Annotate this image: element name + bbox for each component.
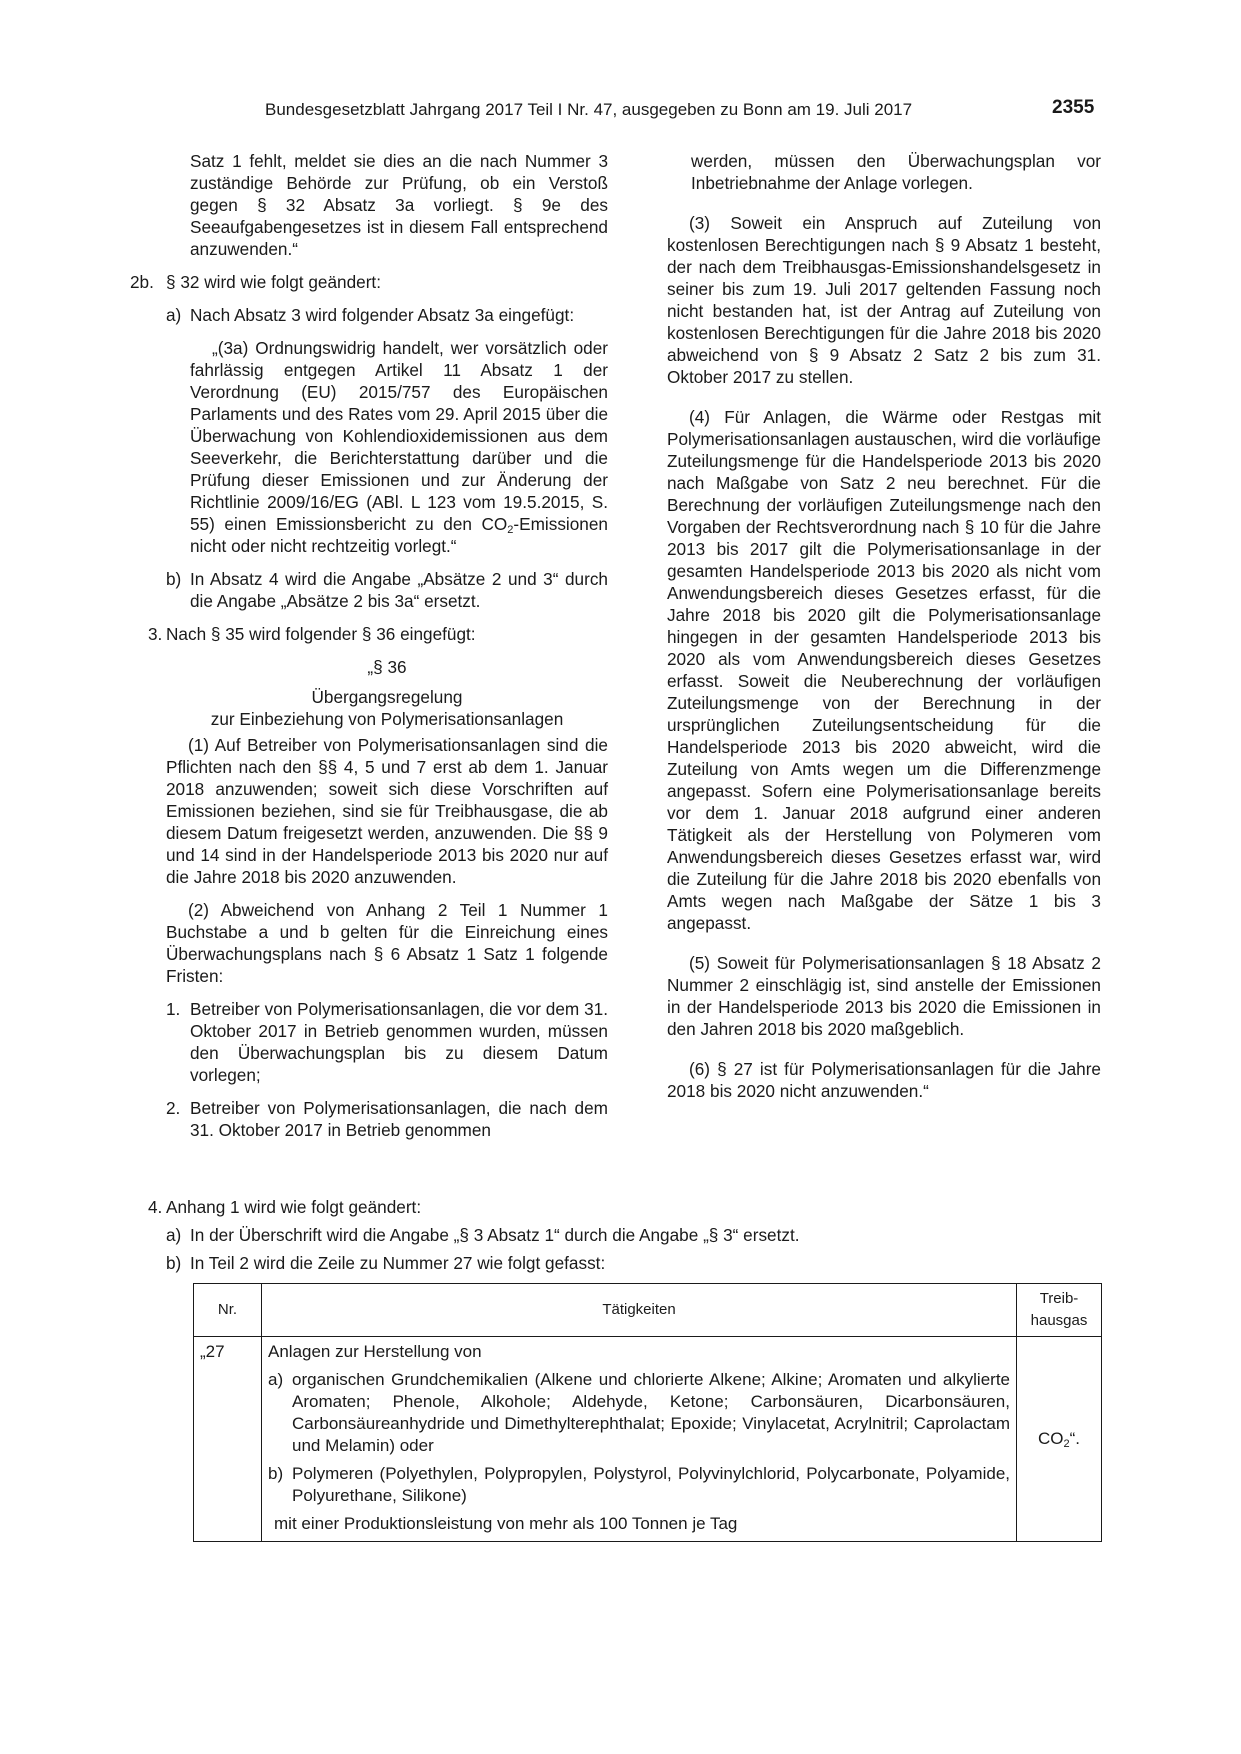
- row-greenhouse-gas: [1017, 1337, 1102, 1542]
- table-header-row: [194, 1284, 1102, 1337]
- row-sub-text: organischen Grundchemikalien (Alkene und chlorierte Alkene; Alkine; Aromaten und alkylierte Aromaten; Phenole, Alkohole; Aldehyde, Ketone; Carbonsäuren, Dicarbonsäuren, Carbonsäureanhydride und Dimethylterephthalat; Epoxide; Vinylacetat, Acrylnitril; Caprolactam und Melamin) oder: [292, 1370, 1010, 1455]
- item-number: 2b.: [130, 272, 154, 292]
- sub-item-letter: b): [166, 569, 182, 589]
- item-number: 3.: [148, 624, 163, 644]
- continued-text: werden, müssen den Überwachungsplan vor Inbetriebnahme der Anlage vorlegen.: [691, 151, 1101, 193]
- item-text: § 32 wird wie folgt geändert:: [166, 272, 381, 292]
- list-number: 2.: [166, 1098, 181, 1118]
- section-number: „§ 36: [367, 657, 407, 677]
- row-sub-text: Polymeren (Polyethylen, Polypropylen, Polystyrol, Polyvinylchlorid, Polycarbonate, Polyamide, Polyurethane, Silikone): [292, 1464, 1010, 1505]
- table-row: [194, 1337, 1102, 1542]
- header-nr: Nr.: [194, 1284, 262, 1337]
- left-column: [130, 150, 608, 1141]
- row-sub-a: [268, 1369, 1010, 1457]
- item-text: Nach § 35 wird folgender § 36 eingefügt:: [166, 624, 476, 644]
- row-intro: Anlagen zur Herstellung von: [268, 1342, 482, 1361]
- sub-item-b: [130, 568, 608, 612]
- gas-closing-quote: “.: [1069, 1429, 1080, 1448]
- row-outro: mit einer Produktionsleistung von mehr als 100 Tonnen je Tag: [274, 1514, 738, 1533]
- paragraph-1: (1) Auf Betreiber von Polymerisationsanlagen sind die Pflichten nach den §§ 4, 5 und 7 erst ab dem 1. Januar 2018 anzuwenden; soweit sich diese Vorschriften auf Emissionen beziehen, sind sie für Treibhausgase, die ab diesem Datum freigesetzt werden, anzuwenden. Die §§ 9 und 14 sind in der Handelsperiode 2013 bis 2020 nur auf die Jahre 2018 bis 2020 anzuwenden.: [166, 735, 608, 887]
- sub-item-text: In der Überschrift wird die Angabe „§ 3 Absatz 1“ durch die Angabe „§ 3“ ersetzt.: [190, 1225, 800, 1245]
- item-number: 4.: [148, 1197, 163, 1217]
- row-number: „27: [194, 1337, 262, 1542]
- paragraph-5: (5) Soweit für Polymerisationsanlagen § 18 Absatz 2 Nummer 2 einschlägig ist, sind anstelle der Emissionen in der Handelsperiode 2013 bis 2020 die Emissionen in den Jahren 2018 bis 2020 maßgeblich.: [667, 953, 1101, 1039]
- item-3: [130, 623, 608, 645]
- gas-subscript: 2: [1063, 1438, 1070, 1450]
- list-text: Betreiber von Polymerisationsanlagen, die nach dem 31. Oktober 2017 in Betrieb genommen: [190, 1098, 608, 1140]
- section-subtitle: zur Einbeziehung von Polymerisationsanlagen: [210, 709, 564, 729]
- sub-item-letter: b): [166, 1253, 182, 1273]
- gas-formula: CO: [1037, 1429, 1064, 1448]
- sub-item-a: [130, 1223, 1102, 1247]
- row-sub-letter: a): [268, 1370, 284, 1389]
- paragraph-6: (6) § 27 ist für Polymerisationsanlagen für die Jahre 2018 bis 2020 nicht anzuwenden.“: [667, 1059, 1101, 1101]
- sub-item-text: In Teil 2 wird die Zeile zu Nummer 27 wie folgt gefasst:: [190, 1253, 606, 1273]
- paragraph-2: (2) Abweichend von Anhang 2 Teil 1 Nummer 1 Buchstabe a und b gelten für die Einreichung eines Überwachungsplans nach § 6 Absatz 1 Satz 1 folgende Fristen:: [166, 900, 608, 986]
- sub-item-text: Nach Absatz 3 wird folgender Absatz 3a eingefügt:: [190, 305, 575, 325]
- paragraph-3: (3) Soweit ein Anspruch auf Zuteilung von kostenlosen Berechtigungen nach § 9 Absatz 1 besteht, der nach dem Treibhausgas-Emissionshandelsgesetz in seiner bis zum 19. Juli 2017 geltenden Fassung noch nicht bestanden hat, ist der Antrag auf Zuteilung von kostenlosen Berechtigungen für die Jahre 2018 bis 2020 abweichend von § 9 Absatz 2 Satz 2 bis zum 31. Oktober 2017 zu stellen.: [667, 213, 1101, 387]
- paragraph-4: (4) Für Anlagen, die Wärme oder Restgas mit Polymerisationsanlagen austauschen, wird die vorläufige Zuteilungsmenge für die Handelsperiode 2013 bis 2020 nach Maßgabe von Satz 2 neu berechnet. Für die Berechnung der vorläufigen Zuteilungsmenge nach den Vorgaben der Rechtsverordnung nach § 10 für die Jahre 2013 bis 2017 gilt die Polymerisationsanlage in der gesamten Handelsperiode 2013 bis 2020 als nicht vom Anwendungsbereich dieses Gesetzes erfasst, für die Jahre 2018 bis 2020 gilt die Polymerisationsanlage hingegen in der gesamten Handelsperiode 2013 bis 2020 als vom Anwendungsbereich dieses Gesetzes erfasst. Soweit die Neuberechnung der vorläufigen Zuteilungsmenge von der Berechnung in der ursprünglichen Zuteilungsentscheidung für die Handelsperiode 2013 bis 2020 abweicht, wird die Zuteilung von Amts wegen um die Differenzmenge angepasst. Sofern eine Polymerisationsanlage bereits vor dem 1. Januar 2018 aufgrund einer anderen Tätigkeit als der Herstellung von Polymeren vom Anwendungsbereich dieses Gesetzes erfasst war, wird die Zuteilung für die Jahre 2018 bis 2020 ebenfalls von Amts wegen nach Maßgabe der Sätze 1 bis 3 angepasst.: [667, 407, 1101, 933]
- activities-table: [193, 1283, 1102, 1542]
- header-greenhouse-gas: Treib- hausgas: [1017, 1284, 1102, 1337]
- sub-item-text: In Absatz 4 wird die Angabe „Absätze 2 und 3“ durch die Angabe „Absätze 2 bis 3a“ ersetzt.: [190, 569, 608, 611]
- subscript: 2: [507, 524, 514, 536]
- quoted-text: „(3a) Ordnungswidrig handelt, wer vorsätzlich oder fahrlässig entgegen Artikel 11 Absatz 1 der Verordnung (EU) 2015/757 des Europäischen Parlaments und des Rates vom 29. April 2015 über die Überwachung von Kohlendioxidemissionen aus dem Seeverkehr, die Berichterstattung darüber und die Prüfung dieser Emissionen und zur Änderung der Richtlinie 2009/16/EG (ABl. L 123 vom 19.5.2015, S. 55) einen Emissionsbericht zu den CO: [190, 338, 608, 534]
- item-text: Anhang 1 wird wie folgt geändert:: [166, 1197, 422, 1217]
- item-2b: [130, 271, 608, 293]
- list-item-1: [130, 998, 608, 1086]
- continued-text: Satz 1 fehlt, meldet sie dies an die nach Nummer 3 zuständige Behörde zur Prüfung, ob ein Verstoß gegen § 32 Absatz 3a vorliegt. § 9e des Seeaufgabengesetzes ist in diesem Fall entsprechend anzuwenden.“: [190, 151, 608, 259]
- row-sub-letter: b): [268, 1464, 284, 1483]
- row-sub-b: [268, 1463, 1010, 1507]
- item-4: [130, 1195, 1102, 1219]
- sub-item-letter: a): [166, 305, 182, 325]
- list-number: 1.: [166, 999, 181, 1019]
- running-header: Bundesgesetzblatt Jahrgang 2017 Teil I Nr. 47, ausgegeben zu Bonn am 19. Juli 2017: [265, 100, 913, 119]
- sub-item-b: [130, 1251, 1102, 1275]
- amendment-item-4: [130, 1195, 1102, 1275]
- page-number: 2355: [1052, 97, 1095, 118]
- sub-item-letter: a): [166, 1225, 182, 1245]
- sub-item-a: [130, 304, 608, 326]
- right-column: [667, 150, 1101, 1102]
- quoted-paragraph-3a: [130, 337, 608, 557]
- section-title: Übergangsregelung: [311, 687, 463, 707]
- quoted-text-end: -Emissionen nicht oder nicht rechtzeitig vorlegt.“: [190, 514, 608, 556]
- list-text: Betreiber von Polymerisationsanlagen, die vor dem 31. Oktober 2017 in Betrieb genommen wurden, müssen den Überwachungsplan bis zu diesem Datum vorlegen;: [190, 999, 608, 1085]
- list-item-2: [130, 1097, 608, 1141]
- header-activities: Tätigkeiten: [262, 1284, 1017, 1337]
- row-activities: [262, 1337, 1017, 1542]
